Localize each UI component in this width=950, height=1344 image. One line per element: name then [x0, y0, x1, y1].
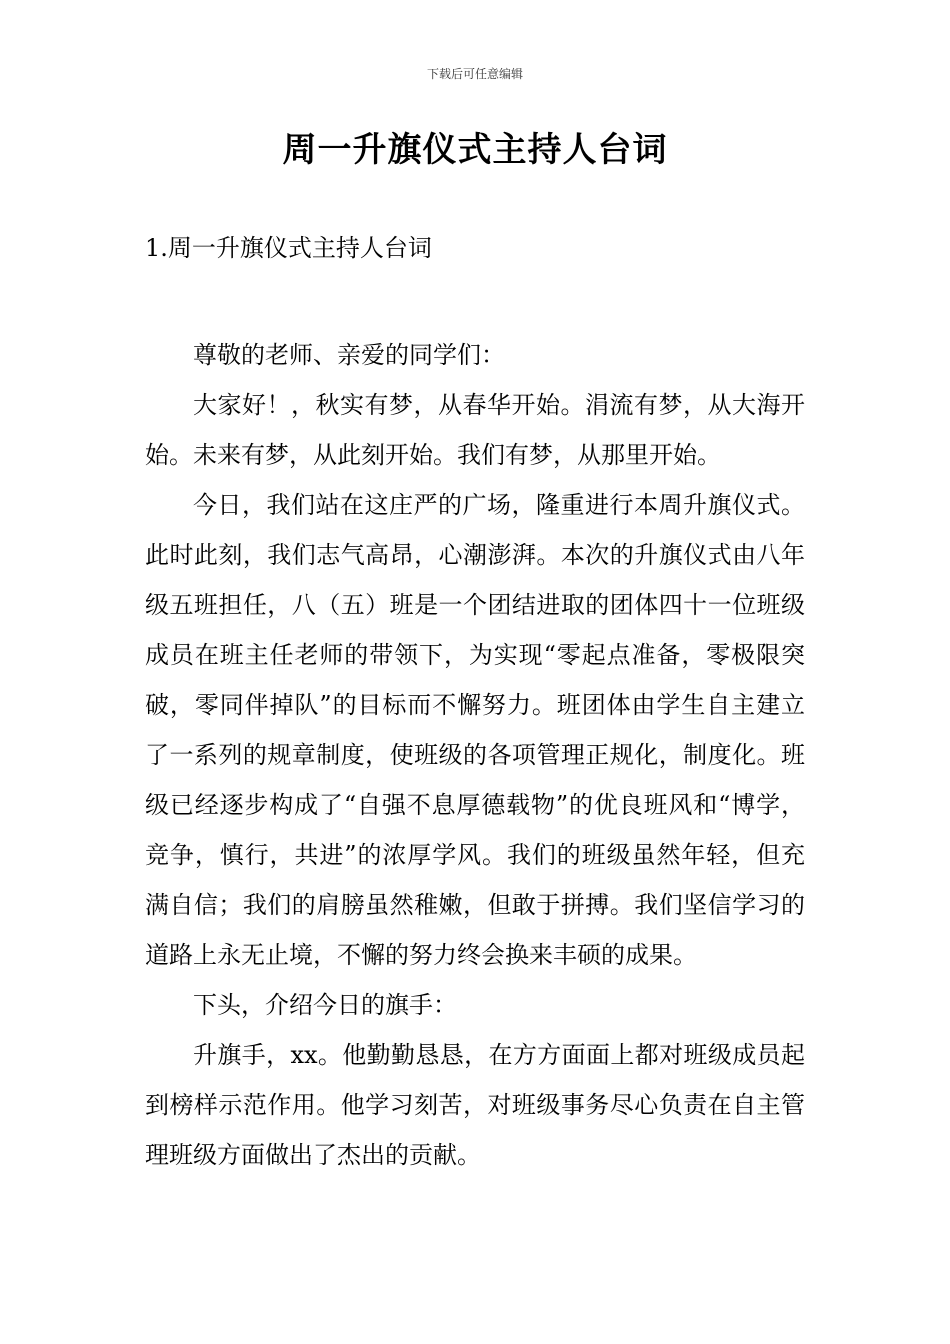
- body-text: [145, 330, 805, 1180]
- paragraph-greeting: 尊敬的老师、亲爱的同学们：: [193, 341, 505, 369]
- paragraph-class-introduction: 今日，我们站在这庄严的广场，隆重进行本周升旗仪式。此时此刻，我们志气高昂，心潮澎湃。本次的升旗仪式由八年级五班担任，八（五）班是一个团结进取的团体四十一位班级成员在班主任老师的带领下，为实现“零起点准备，零极限突破，零同伴掉队”的目标而不懈努力。班团体由学生自主建立了一系列的规章制度，使班级的各项管理正规化，制度化。班级已经逐步构成了“自强不息厚德载物”的优良班风和“博学，竞争，慎行，共进”的浓厚学风。我们的班级虽然年轻，但充满自信；我们的肩膀虽然稚嫩，但敢于拼搏。我们坚信学习的道路上永无止境，不懈的努力终会换来丰硕的成果。: [145, 491, 805, 969]
- document-title: 周一升旗仪式主持人台词: [282, 130, 668, 170]
- header-note: 下载后可任意编辑: [426, 67, 523, 81]
- section-heading: 1.周一升旗仪式主持人台词: [145, 234, 432, 262]
- paragraph-flag-raiser: 升旗手，xx。他勤勤恳恳，在方方面面上都对班级成员起到榜样示范作用。他学习刻苦，对班级事务尽心负责在自主管理班级方面做出了杰出的贡献。: [145, 1041, 805, 1169]
- paragraph-opening: 大家好！，秋实有梦，从春华开始。涓流有梦，从大海开始。未来有梦，从此刻开始。我们有梦，从那里开始。: [145, 391, 805, 469]
- paragraph-flag-bearer-intro: 下头，介绍今日的旗手：: [193, 991, 457, 1019]
